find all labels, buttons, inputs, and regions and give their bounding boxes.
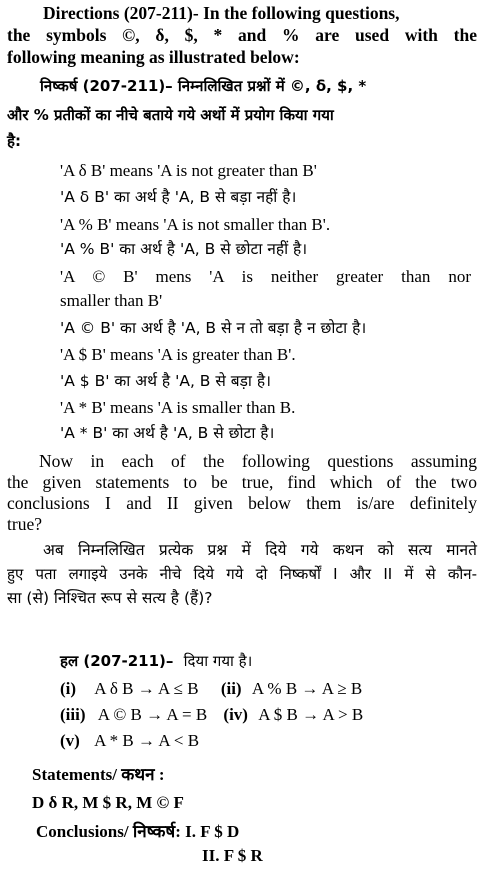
statements-label-text: Statements/ कथन : [32,765,165,784]
definition-en: 'A © B' mens 'A is neither greater than nor [60,267,471,286]
definition-hi: 'A * B' का अर्थ है 'A, B से छोटा है। [60,424,275,442]
instruction-hindi-line: अब निम्नलिखित प्रत्येक प्रश्न में दिये गये कथन को सत्य मानते [43,541,477,559]
instruction-english [7,451,477,535]
conclusions-label: Conclusions/ निष्कर्ष: [36,822,181,841]
definition-hi: 'A δ B' का अर्थ है 'A, B से बड़ा नहीं है। [60,188,297,206]
instruction-hindi [7,538,477,610]
heading-hindi-line: और % प्रतीकों का नीचे बताये गये अर्थो में प्रयोग किया गया [7,106,334,124]
statements-text: D δ R, M $ R, M © F [32,793,184,812]
definition-en: 'A % B' means 'A is not smaller than B'. [60,215,331,234]
definition-en: 'A * B' means 'A is smaller than B. [60,398,296,417]
solution-row-2 [60,705,363,725]
solution-row-3 [60,731,199,751]
heading-line: Directions (207-211)- In the following questions, [43,3,400,23]
definition-hi: 'A © B' का अर्थ है 'A, B से न तो बड़ा है न छोटा है। [60,319,367,337]
roman-label: (iii) [60,705,86,724]
definition-en: 'A δ B' means 'A is not greater than B' [60,161,317,180]
solution-row-1 [60,679,362,699]
instruction-line: conclusions I and II given below them is/are definitely [7,493,477,513]
solution-given: दिया गया है। [183,652,253,670]
conclusion-1: I. F $ D [185,822,240,841]
conclusions-block [36,819,239,842]
roman-label: (v) [60,731,80,750]
directions-heading [7,2,477,68]
directions-heading-hindi [40,74,477,98]
relation-expr: A * B → A < B [94,731,200,750]
conclusion-2: II. F $ R [202,846,263,865]
definition-hi: 'A % B' का अर्थ है 'A, B से छोटा नहीं है। [60,240,308,258]
relation-expr: A © B → A = B [97,705,208,724]
roman-label: (ii) [220,679,242,698]
instruction-line: Now in each of the following questions assuming [39,451,477,471]
relation-expr: A % B → A ≥ B [251,679,363,698]
heading-line: the symbols ©, δ, $, * and % are used with the [7,25,477,45]
statements-label [32,762,165,785]
instruction-hindi-line: सा (से) निश्चित रूप से सत्य है (हैं)? [7,589,213,607]
heading-hindi-line: है: [7,132,21,150]
instruction-line: the given statements to be true, find which of the two [7,472,477,492]
roman-label: (i) [60,679,77,698]
definition-en: smaller than B' [60,291,163,310]
relation-expr: A δ B → A ≤ B [94,679,199,698]
directions-heading-hindi-cont [7,102,477,154]
instruction-hindi-line: हुए पता लगाइये उनके नीचे दिये गये दो निष्कर्षों I और II में से कौन- [7,565,477,583]
definition-en: 'A $ B' means 'A is greater than B'. [60,345,296,364]
definition-hi: 'A $ B' का अर्थ है 'A, B से बड़ा है। [60,372,271,390]
heading-hindi-line: निष्कर्ष (207-211)– निम्नलिखित प्रश्नों में ©, δ, $, * [40,77,367,95]
roman-label: (iv) [223,705,248,724]
instruction-line: true? [7,514,42,534]
relation-expr: A $ B → A > B [258,705,364,724]
heading-line: following meaning as illustrated below: [7,47,300,67]
solution-title [60,651,252,671]
solution-label: हल (207-211)– [60,652,174,670]
